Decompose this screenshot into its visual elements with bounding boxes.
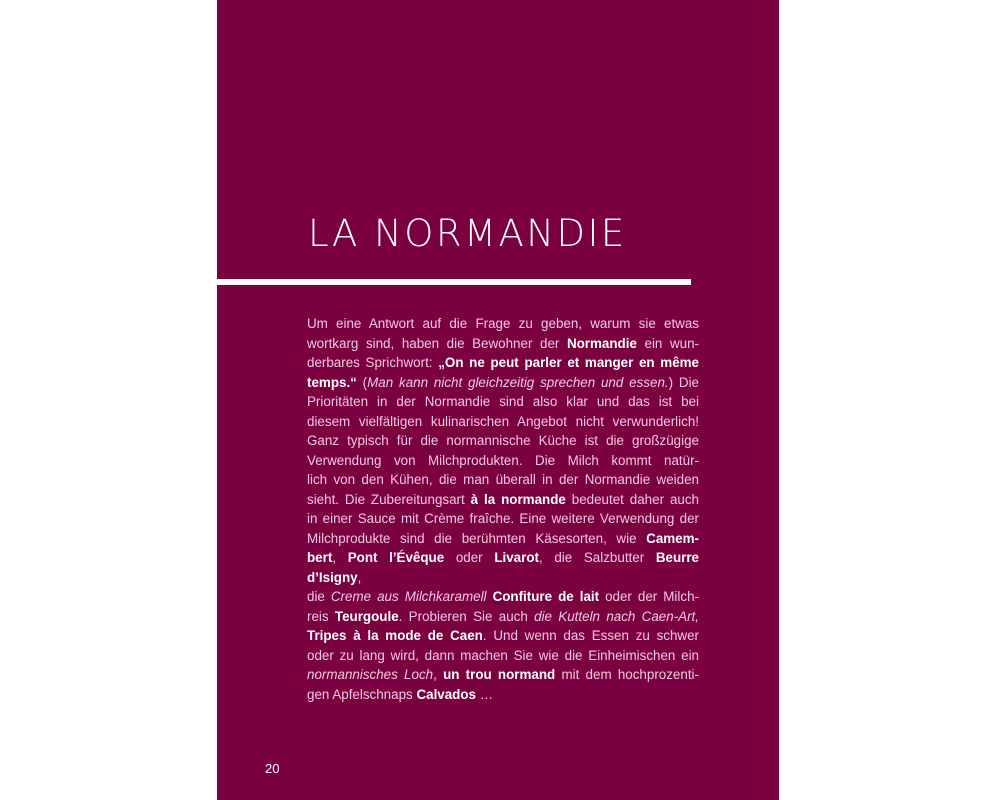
highlighted-term: Tripes à la mode de Caen	[307, 628, 483, 643]
text-segment: Verwendung von Milchprodukten. Die Milch kommt natür-	[307, 452, 699, 468]
text-segment: reis	[307, 608, 335, 624]
text-line	[307, 451, 699, 471]
highlighted-term: temps.“	[307, 374, 357, 390]
text-segment: …	[476, 686, 494, 702]
text-line	[307, 490, 699, 510]
text-segment: oder zu lang wird, dann machen Sie wie die Einheimischen ein	[307, 647, 699, 663]
page-title: LA NORMANDIE	[308, 212, 627, 255]
text-line	[307, 646, 699, 666]
text-segment: (	[356, 374, 368, 390]
text-segment: wortkarg sind, haben die Bewohner der	[307, 335, 567, 351]
highlighted-term: Pont l’Évêque	[347, 550, 445, 565]
text-segment: Ganz typisch für die normannische Küche ist die großzügige	[307, 433, 699, 448]
text-segment: Prioritäten in der Normandie sind also klar und das ist bei	[307, 394, 699, 409]
text-segment: diesem vielfältigen kulinarischen Angebot nicht verwunderlich!	[307, 413, 699, 429]
text-segment: . Und wenn das Essen zu schwer	[482, 628, 700, 643]
text-line	[307, 412, 699, 432]
text-line	[307, 587, 699, 607]
highlighted-term: à la normande	[470, 491, 566, 507]
text-segment: ) Die	[668, 374, 700, 390]
text-segment: . Probieren Sie auch	[398, 608, 535, 624]
text-line	[307, 626, 699, 646]
italic-translation: normannisches Loch	[307, 667, 434, 682]
text-segment: lich von den Kühen, die man überall in der Normandie weiden	[307, 472, 699, 487]
text-segment: sieht. Die Zubereitungsart	[307, 491, 471, 507]
text-segment: , die Salzbutter	[538, 550, 656, 565]
highlighted-term: Beurre d’Isigny	[307, 550, 699, 585]
italic-translation: Man kann nicht gleichzeitig sprechen und essen.	[367, 374, 669, 390]
text-segment: Um eine Antwort auf die Frage zu geben, warum sie etwas	[307, 316, 699, 331]
text-segment: gen Apfelschnaps	[307, 686, 417, 702]
highlighted-term: Teurgoule	[334, 608, 399, 624]
text-segment: ,	[357, 569, 362, 585]
text-segment: in einer Sauce mit Crème fraîche. Eine weitere Verwendung der	[307, 511, 699, 526]
text-segment: derbares Sprichwort:	[307, 355, 439, 370]
text-segment: die	[307, 589, 331, 604]
text-segment: Milchprodukte sind die berühmten Käsesorten, wie	[307, 530, 647, 546]
page-number: 20	[265, 761, 280, 776]
text-line	[307, 314, 699, 334]
highlighted-term: „On ne peut parler et manger en même	[438, 355, 700, 370]
highlighted-term: Normandie	[566, 335, 637, 351]
highlighted-term: un trou normand	[443, 667, 556, 682]
text-line	[307, 607, 699, 627]
text-line	[307, 353, 699, 373]
highlighted-term: Camem-	[646, 530, 699, 546]
text-line	[307, 665, 699, 685]
text-line	[307, 334, 699, 354]
highlighted-term: Confiture de lait	[492, 589, 600, 604]
italic-translation: Creme aus Milchkaramell	[330, 589, 487, 604]
text-line	[307, 470, 699, 490]
text-segment: oder der Milch-	[599, 589, 699, 604]
text-segment: ein wun-	[636, 335, 699, 351]
text-segment: ,	[433, 667, 444, 682]
text-segment: oder	[444, 550, 495, 565]
text-line	[307, 373, 699, 393]
text-segment: ,	[332, 550, 348, 565]
text-line	[307, 392, 699, 412]
text-segment: mit dem hochprozenti-	[555, 667, 699, 682]
body-paragraph	[307, 314, 699, 704]
title-divider	[217, 279, 691, 285]
page	[217, 0, 779, 800]
text-line	[307, 548, 699, 587]
highlighted-term: bert	[307, 550, 333, 565]
text-segment: bedeutet daher auch	[565, 491, 699, 507]
italic-translation: die Kutteln nach Caen-Art,	[534, 608, 699, 624]
highlighted-term: Calvados	[416, 686, 476, 702]
text-line	[307, 529, 699, 549]
highlighted-term: Livarot	[494, 550, 539, 565]
text-line	[307, 509, 699, 529]
text-line	[307, 431, 699, 451]
text-line	[307, 685, 699, 705]
